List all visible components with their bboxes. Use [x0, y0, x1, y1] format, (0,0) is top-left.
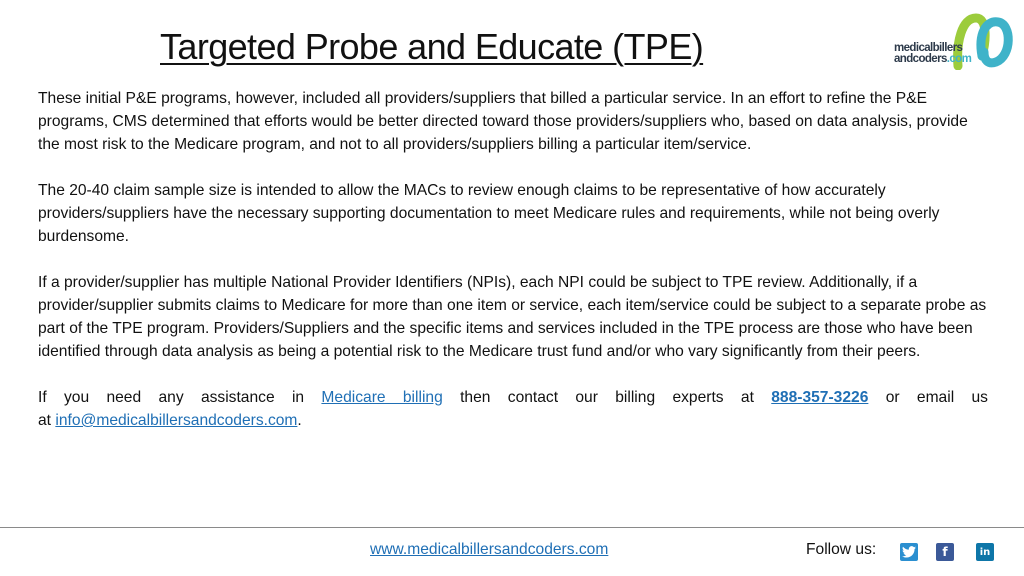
body-content [38, 87, 988, 432]
facebook-glyph: f [942, 545, 948, 559]
contact-paragraph [38, 386, 988, 409]
footer-divider [0, 527, 1024, 528]
twitter-icon[interactable] [900, 543, 918, 561]
company-logo[interactable] [894, 12, 1016, 72]
email-link[interactable]: info@medicalbillersandcoders.com [55, 412, 298, 429]
paragraph-2: The 20-40 claim sample size is intended to allow the MACs to review enough claims to be representative of how accurately providers/suppliers have the necessary supporting documentation to meet Medicare rules and requirements, while not being overly burdensome. [38, 182, 940, 245]
contact-paragraph-tail [38, 409, 988, 432]
contact-prefix: If you need any assistance in [38, 389, 305, 406]
linkedin-icon[interactable] [976, 543, 994, 561]
page-title: Targeted Probe and Educate (TPE) [160, 26, 704, 67]
linkedin-glyph: in [979, 546, 991, 558]
logo-line-2-tld: .com [946, 53, 972, 65]
logo-line-1: medicalbillers [894, 42, 963, 54]
contact-after-phone: or email us [885, 389, 988, 406]
twitter-bird-glyph [902, 546, 916, 558]
footer-website-link[interactable]: www.medicalbillersandcoders.com [370, 541, 609, 558]
follow-us-label: Follow us: [806, 541, 877, 558]
contact-middle: then contact our billing experts at [460, 389, 754, 406]
paragraph-3: If a provider/supplier has multiple National Provider Identifiers (NPIs), each NPI could be subject to TPE review. Additionally, if a provider/supplier submits claims to Medicare for more than one item or service, each item/service could be subject to a separate probe as part of the TPE program. Providers/Suppliers and the specific items and services included in the TPE process are those who have been identified through data analysis as being a potential risk to the Medicare trust fund and/or who vary significantly from their peers. [38, 274, 987, 360]
phone-link[interactable]: 888-357-3226 [771, 389, 869, 406]
logo-wordmark [894, 43, 971, 65]
logo-line-2-name: andcoders [894, 53, 947, 65]
logo-line-2 [894, 54, 971, 65]
contact-period: . [297, 412, 302, 429]
paragraph-1: These initial P&E programs, however, included all providers/suppliers that billed a particular service. In an effort to refine the P&E programs, CMS determined that efforts would be better directed toward those providers/suppliers who, based on data analysis, provide the most risk to the Medicare program, and not to all providers/suppliers billing a particular item/service. [38, 90, 968, 153]
facebook-icon[interactable] [936, 543, 954, 561]
medicare-billing-link[interactable]: Medicare billing [321, 389, 443, 406]
contact-at: at [38, 412, 52, 429]
